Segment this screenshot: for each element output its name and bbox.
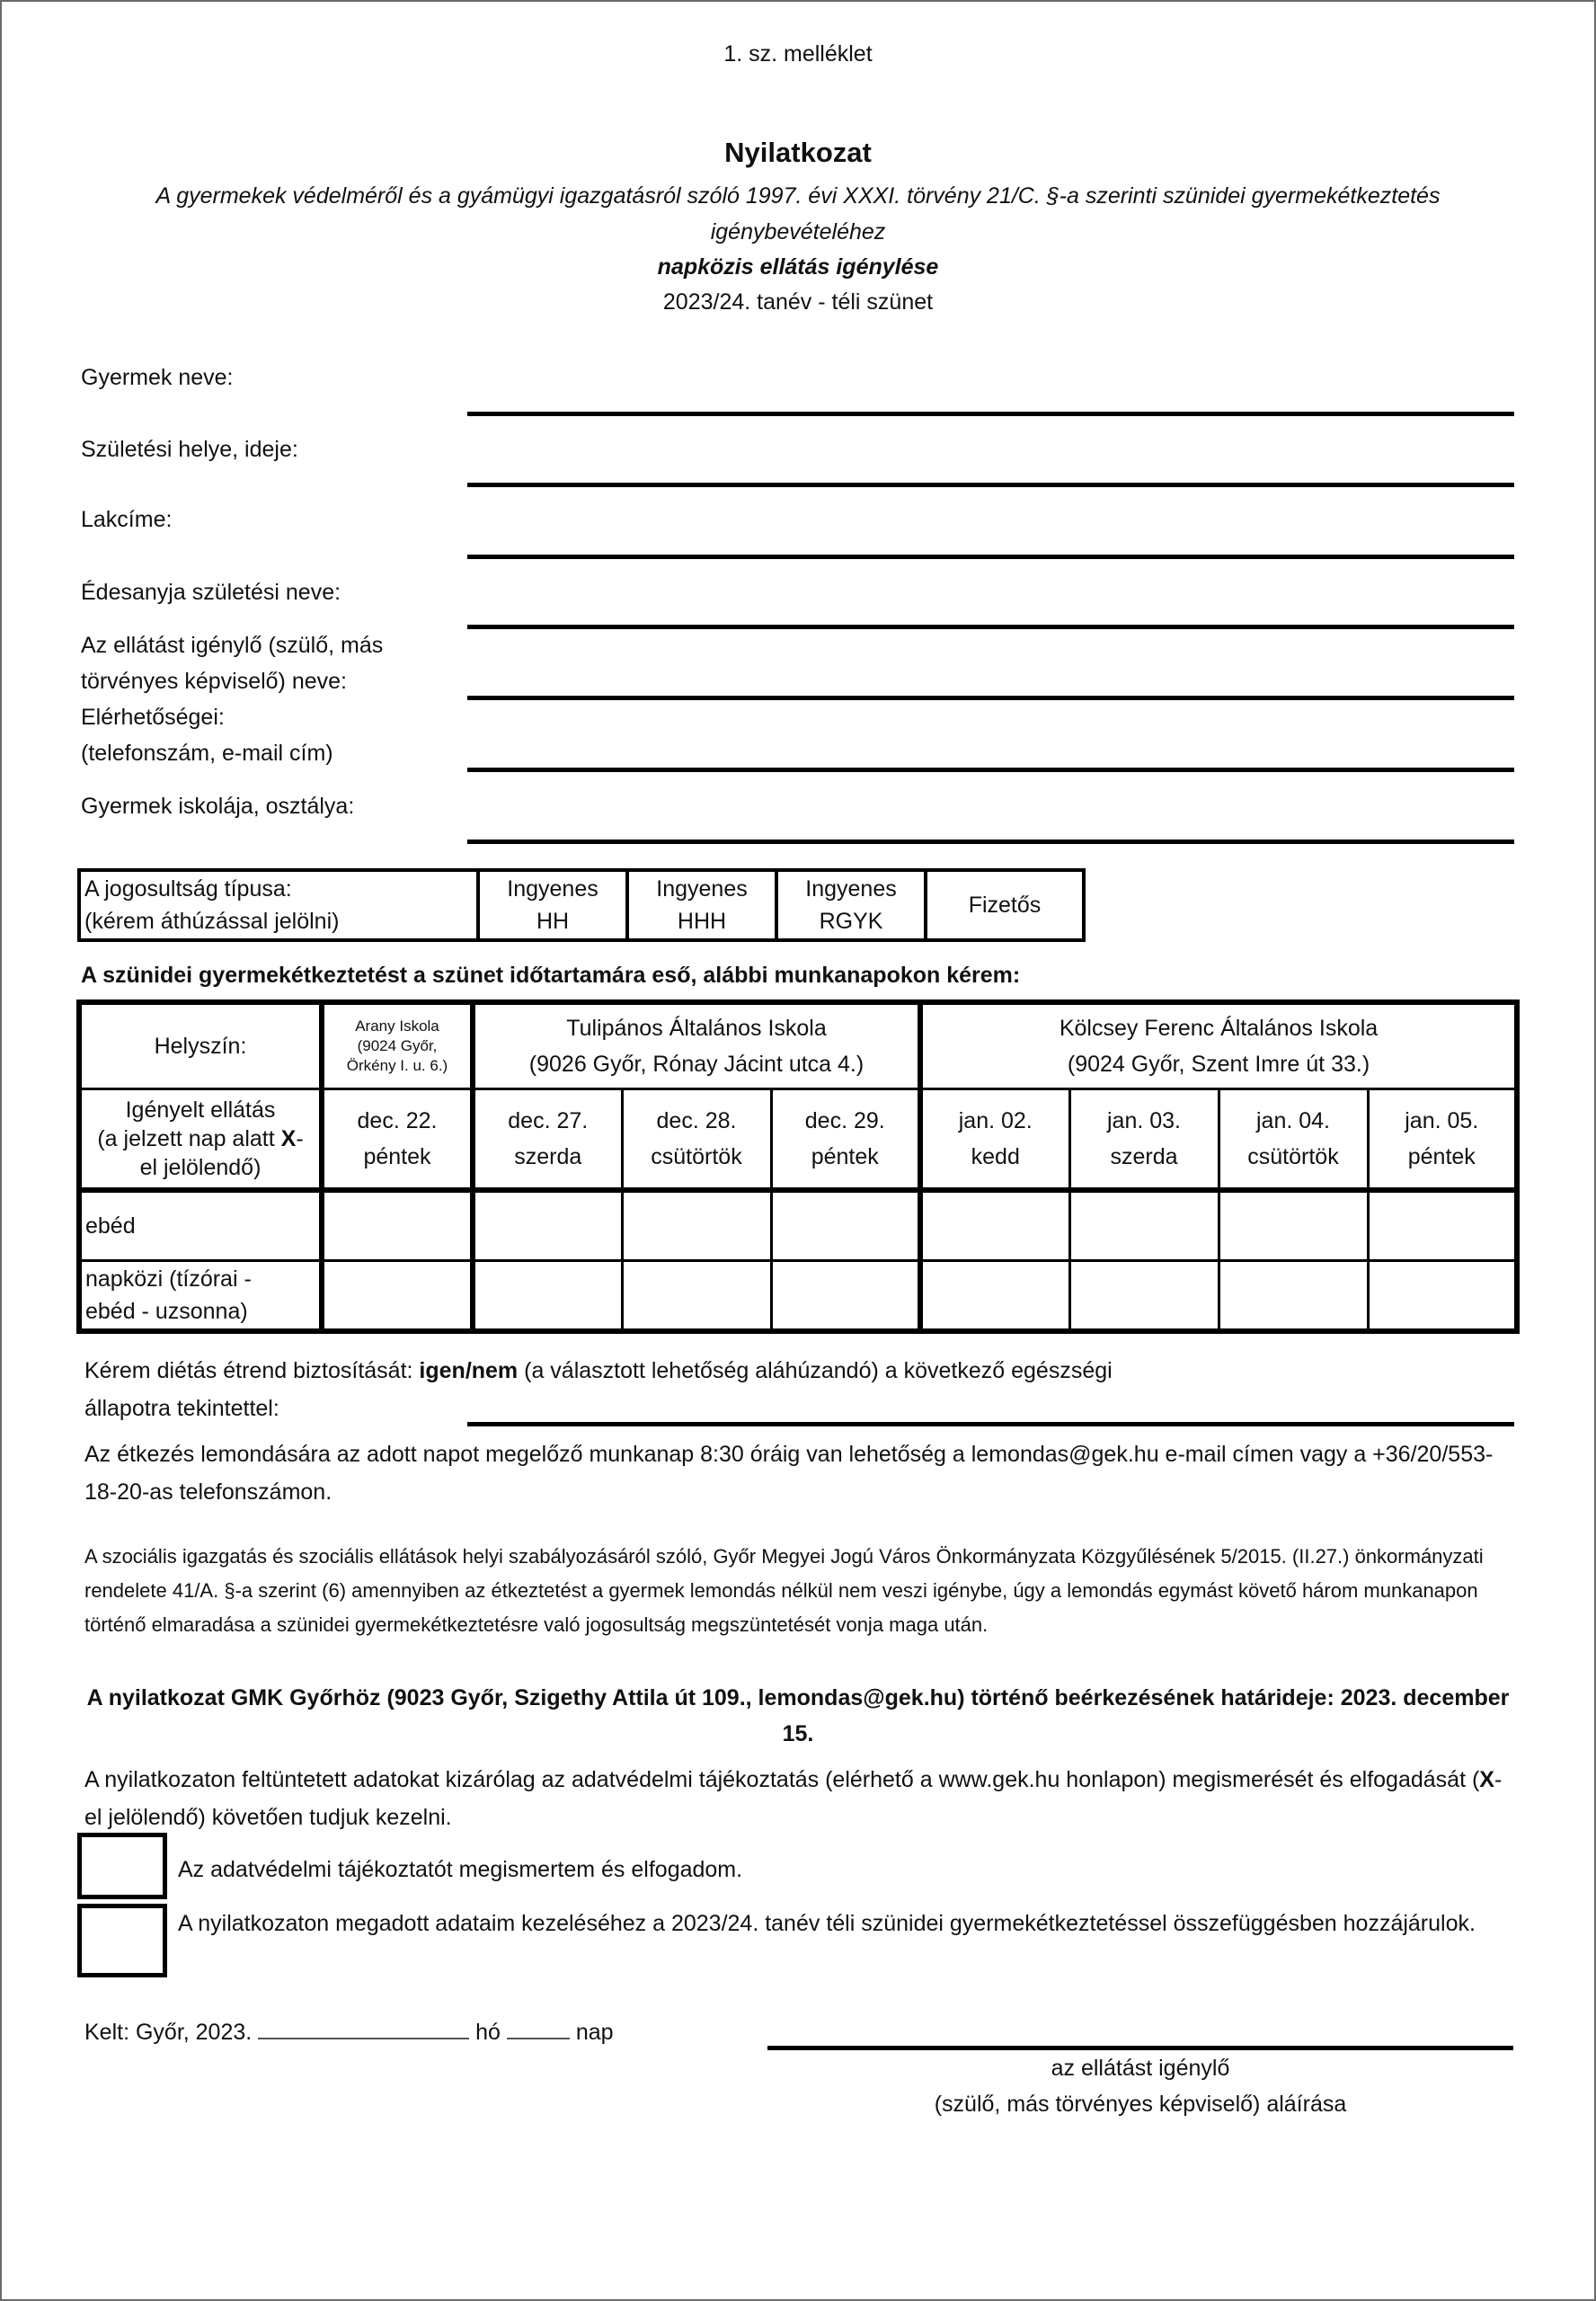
day-header — [1069, 1089, 1219, 1191]
day-date: jan. 04. — [1255, 1108, 1330, 1133]
day-field[interactable] — [507, 2038, 570, 2039]
eligibility-option-hhh[interactable] — [627, 870, 776, 940]
meal-row-label-line1: napközi (tízórai - — [85, 1266, 252, 1292]
service-header — [79, 1089, 322, 1191]
meal-cell[interactable] — [1368, 1190, 1517, 1261]
month-field[interactable] — [258, 2038, 469, 2039]
day-header — [1219, 1089, 1368, 1191]
meal-cell[interactable] — [920, 1190, 1069, 1261]
diet-suffix: (a választott lehetőség aláhúzandó) a következő egészségi — [518, 1358, 1113, 1383]
eligibility-option-hh[interactable] — [478, 870, 627, 940]
meal-cell[interactable] — [920, 1261, 1069, 1332]
diet-request — [84, 1352, 1512, 1390]
day-header — [622, 1089, 771, 1191]
guardian-name-label-line2: törvényes képviselő) neve: — [81, 669, 347, 694]
day-weekday: szerda — [514, 1144, 582, 1169]
service-header-line2 — [82, 1124, 319, 1153]
option-line1: Ingyenes — [656, 876, 748, 902]
meal-cell[interactable] — [473, 1261, 622, 1332]
birth-place-date-label: Születési helye, ideje: — [81, 437, 298, 462]
eligibility-option-rgyk[interactable] — [776, 870, 926, 940]
day-suffix: nap — [575, 2020, 614, 2045]
privacy-text: -el jelölendő) követően tudjuk kezelni. — [84, 1767, 1503, 1830]
day-date: dec. 28. — [656, 1108, 737, 1133]
privacy-accept-label: Az adatvédelmi tájékoztatót megismertem és elfogadom. — [178, 1857, 743, 1882]
request-type: napközis ellátás igénylése — [657, 254, 939, 280]
option-line2: HH — [536, 909, 570, 934]
location-arany-iskola — [322, 1002, 473, 1089]
location-line: Arany Iskola — [355, 1017, 439, 1035]
document-title: Nyilatkozat — [724, 137, 872, 168]
child-name-label: Gyermek neve: — [81, 365, 234, 390]
eligibility-label-line2: (kérem áthúzással jelölni) — [84, 909, 340, 934]
location-kolcsey-iskola — [920, 1002, 1517, 1089]
meal-row-lunch — [79, 1190, 1517, 1261]
eligibility-label-line1: A jogosultság típusa: — [84, 876, 292, 902]
cancellation-info: Az étkezés lemondására az adott napot megelőző munkanap 8:30 óráig van lehetőség a lemondas@gek.hu e-mail címen vagy a +36/20/553-18-20-as telefonszámon. — [84, 1442, 1494, 1505]
meal-cell[interactable] — [473, 1190, 622, 1261]
dash-text: - — [296, 1126, 304, 1151]
meal-cell[interactable] — [1069, 1261, 1219, 1332]
day-header — [1368, 1089, 1517, 1191]
day-weekday: szerda — [1110, 1144, 1178, 1169]
option-line1: Ingyenes — [805, 876, 897, 902]
meal-cell[interactable] — [1368, 1261, 1517, 1332]
contact-label-line1: Elérhetőségei: — [81, 705, 225, 730]
privacy-accept-checkbox[interactable] — [77, 1833, 167, 1899]
option-line2: RGYK — [819, 909, 883, 934]
schedule-title: A szünidei gyermekétkeztetést a szünet időtartamára eső, alábbi munkanapokon kérem: — [81, 963, 1021, 988]
document-subtitle: A gyermekek védelméről és a gyámügyi igazgatásról szóló 1997. évi XXXI. törvény 21/C. §-a szerinti szünidei gyermekétkeztetés igénybevételéhez — [155, 183, 1441, 244]
option-line2: HHH — [677, 909, 727, 934]
day-date: jan. 05. — [1405, 1108, 1479, 1133]
meal-cell[interactable] — [1219, 1190, 1368, 1261]
schedule-table — [76, 999, 1520, 1334]
meal-cell[interactable] — [622, 1261, 771, 1332]
data-consent-checkbox[interactable] — [77, 1904, 167, 1977]
school-class-label: Gyermek iskolája, osztálya: — [81, 794, 355, 819]
diet-prefix: Kérem diétás étrend biztosítását: — [84, 1358, 420, 1383]
meal-row-label: ebéd — [79, 1190, 322, 1261]
diet-condition-field[interactable] — [467, 1422, 1514, 1426]
diet-condition-label: állapotra tekintettel: — [84, 1396, 279, 1421]
address-field[interactable] — [467, 555, 1514, 559]
day-header — [920, 1089, 1069, 1191]
place-date-text: Kelt: Győr, 2023. — [84, 2020, 253, 2045]
meal-row-label-line2: ebéd - uzsonna) — [85, 1299, 248, 1324]
privacy-info — [84, 1761, 1512, 1836]
eligibility-option-paid[interactable] — [926, 870, 1084, 940]
day-weekday: csütörtök — [651, 1144, 742, 1169]
service-header-line1: Igényelt ellátás — [125, 1097, 276, 1123]
mother-name-label: Édesanyja születési neve: — [81, 580, 341, 605]
school-class-field[interactable] — [467, 840, 1514, 844]
service-header-line3: el jelölendő) — [139, 1155, 262, 1180]
month-suffix: hó — [475, 2020, 501, 2045]
contact-label — [81, 699, 333, 771]
location-line: (9026 Győr, Rónay Jácint utca 4.) — [528, 1052, 864, 1077]
location-tulipanos-iskola — [473, 1002, 920, 1089]
annex-label: 1. sz. melléklet — [723, 41, 873, 67]
guardian-name-label-line1: Az ellátást igénylő (szülő, más — [81, 633, 384, 658]
child-name-field[interactable] — [467, 412, 1514, 416]
day-header — [771, 1089, 920, 1191]
birth-place-date-field[interactable] — [467, 483, 1514, 487]
day-header — [473, 1089, 622, 1191]
day-date: dec. 22. — [357, 1108, 438, 1133]
mother-name-field[interactable] — [467, 625, 1514, 629]
day-weekday: péntek — [1407, 1144, 1476, 1169]
day-header — [322, 1089, 473, 1191]
day-date: jan. 02. — [958, 1108, 1033, 1133]
meal-cell[interactable] — [622, 1190, 771, 1261]
service-header-text: (a jelzett nap alatt — [97, 1126, 275, 1151]
day-weekday: péntek — [811, 1144, 879, 1169]
meal-row-daycare — [79, 1261, 1517, 1332]
day-weekday: kedd — [971, 1144, 1020, 1169]
day-weekday: péntek — [363, 1144, 431, 1169]
option-line1: Ingyenes — [507, 876, 598, 902]
meal-cell[interactable] — [771, 1261, 920, 1332]
location-header: Helyszín: — [79, 1002, 322, 1089]
guardian-name-field[interactable] — [467, 696, 1514, 700]
address-label: Lakcíme: — [81, 507, 173, 532]
location-line: Örkény I. u. 6.) — [346, 1057, 448, 1074]
day-weekday: csütörtök — [1247, 1144, 1339, 1169]
data-consent-label: A nyilatkozaton megadott adataim kezeléséhez a 2023/24. tanév téli szünidei gyermekétkeztetéssel összefüggésben hozzájárulok. — [178, 1911, 1476, 1936]
x-mark-text: X — [280, 1126, 297, 1151]
meal-row-label — [79, 1261, 322, 1332]
eligibility-label — [79, 870, 478, 940]
contact-field[interactable] — [467, 768, 1514, 772]
signature-caption-line1: az ellátást igénylő — [1051, 2056, 1230, 2081]
x-mark-text: X — [1479, 1767, 1494, 1792]
eligibility-table — [77, 868, 1086, 942]
location-line: (9024 Győr, — [357, 1037, 438, 1054]
privacy-text: A nyilatkozaton feltüntetett adatokat kizárólag az adatvédelmi tájékoztatás (elérhető a www.gek.hu honlapon) megismerését és elfogadását ( — [84, 1767, 1480, 1792]
day-date: dec. 27. — [508, 1108, 589, 1133]
deadline-info: A nyilatkozat GMK Győrhöz (9023 Győr, Szigethy Attila út 109., lemondas@gek.hu) történő beérkezésének határideje: 2023. december 15. — [86, 1685, 1510, 1746]
location-line: Tulipános Általános Iskola — [566, 1016, 827, 1041]
contact-label-line2: (telefonszám, e-mail cím) — [81, 741, 333, 766]
diet-choice[interactable]: igen/nem — [419, 1358, 519, 1383]
location-line: Kölcsey Ferenc Általános Iskola — [1059, 1016, 1379, 1041]
meal-cell[interactable] — [322, 1261, 473, 1332]
day-date: jan. 03. — [1106, 1108, 1181, 1133]
meal-cell[interactable] — [771, 1190, 920, 1261]
meal-cell[interactable] — [1219, 1261, 1368, 1332]
day-date: dec. 29. — [804, 1108, 885, 1133]
regulation-info: A szociális igazgatás és szociális ellátások helyi szabályozásáról szóló, Győr Megyei Jogú Város Önkormányzata Közgyűlésének 5/2015. (II.27.) önkormányzati rendelete 41/A. §-a szerint (6) amennyiben az étkeztetést a gyermek lemondás nélkül nem veszi igénybe, úgy a lemondás egymást követő három munkanapon történő elmaradása a szünidei gyermekétkeztetésre való jogosultság megszüntetését vonja maga után. — [84, 1545, 1484, 1636]
signature-caption-line2: (szülő, más törvényes képviselő) aláírása — [934, 2092, 1347, 2117]
meal-cell[interactable] — [322, 1190, 473, 1261]
meal-cell[interactable] — [1069, 1190, 1219, 1261]
option-line1: Fizetős — [968, 893, 1042, 918]
period: 2023/24. tanév - téli szünet — [662, 289, 934, 315]
guardian-name-label — [81, 627, 383, 699]
location-line: (9024 Győr, Szent Imre út 33.) — [1067, 1052, 1370, 1077]
